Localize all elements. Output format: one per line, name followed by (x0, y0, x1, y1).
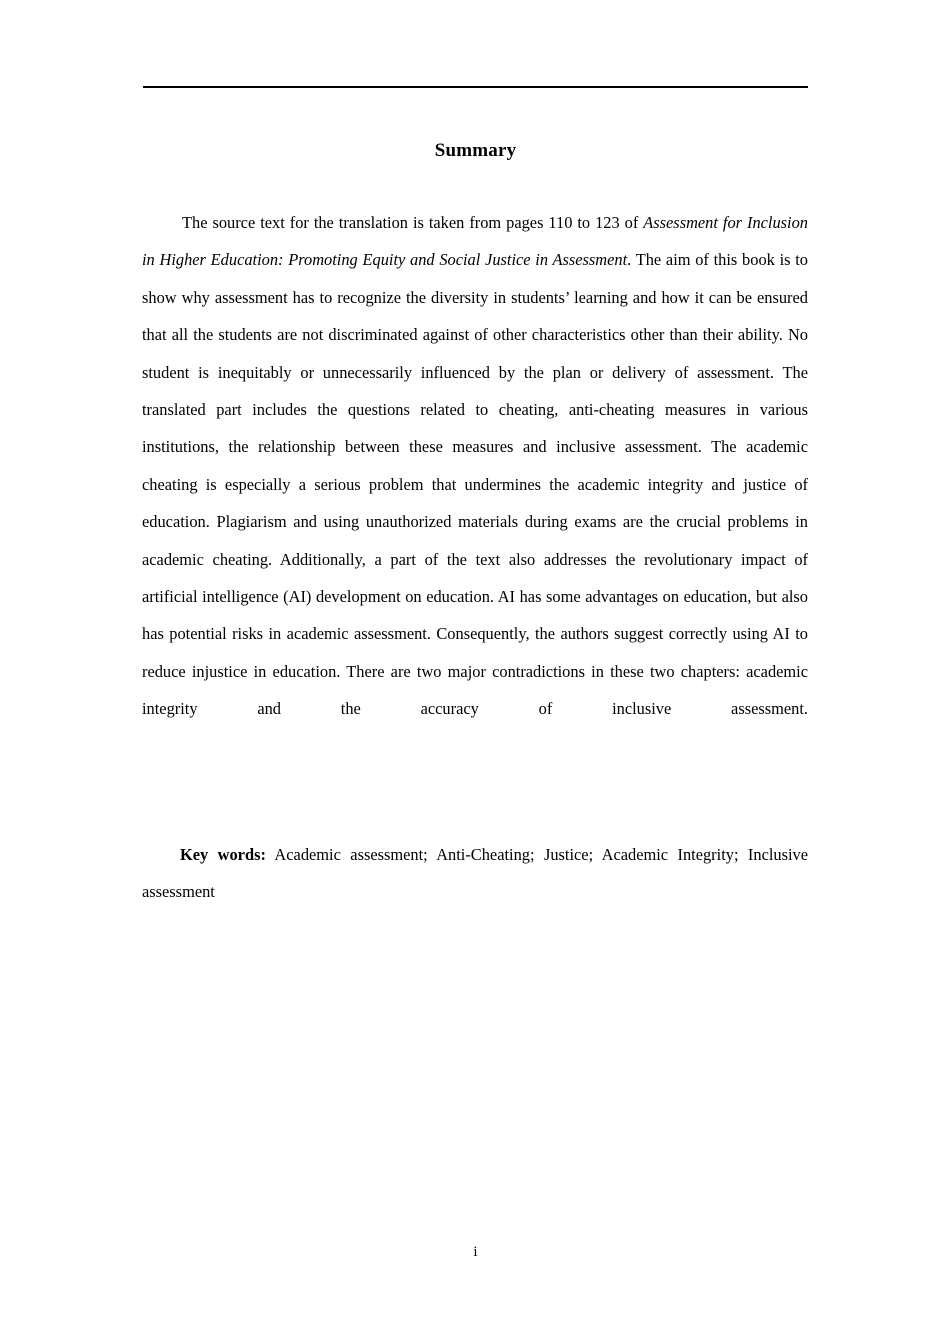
keywords-section (142, 836, 808, 948)
summary-paragraph-lead: The source text for the translation is taken from pages 110 to 123 of (182, 213, 644, 232)
summary-paragraph-rest: . The aim of this book is to show why assessment has to recognize the diversity in students’ learning and how it can be ensured that all the students are not discriminated against of other characteristics other than their ability. No student is inequitably or unnecessarily influenced by the plan or delivery of assessment. The translated part includes the questions related to cheating, anti-cheating measures in various institutions, the relationship between these measures and inclusive assessment. The academic cheating is especially a serious problem that undermines the academic integrity and justice of education. Plagiarism and using unauthorized materials during exams are the crucial problems in academic cheating. Additionally, a part of the text also addresses the revolutionary impact of artificial intelligence (AI) development on education. AI has some advantages on education, but also has potential risks in academic assessment. Consequently, the authors suggest correctly using AI to reduce injustice in education. There are two major contradictions in these two chapters: academic integrity and the accuracy of inclusive assessment. (142, 250, 808, 719)
page-number: i (473, 1244, 478, 1260)
summary-section (142, 204, 808, 765)
header-rule (143, 86, 808, 88)
book-title-citation: Assessment for Inclusion in Higher Education: Promoting Equity and Social Justice in Assessment (142, 213, 808, 270)
keywords-label: Key words: (180, 845, 266, 864)
summary-paragraph (142, 204, 808, 765)
keywords-value: Academic assessment; Anti-Cheating; Justice; Academic Integrity; Inclusive assessment (142, 845, 808, 902)
page-title: Summary (434, 139, 517, 161)
keywords-line (142, 836, 808, 948)
